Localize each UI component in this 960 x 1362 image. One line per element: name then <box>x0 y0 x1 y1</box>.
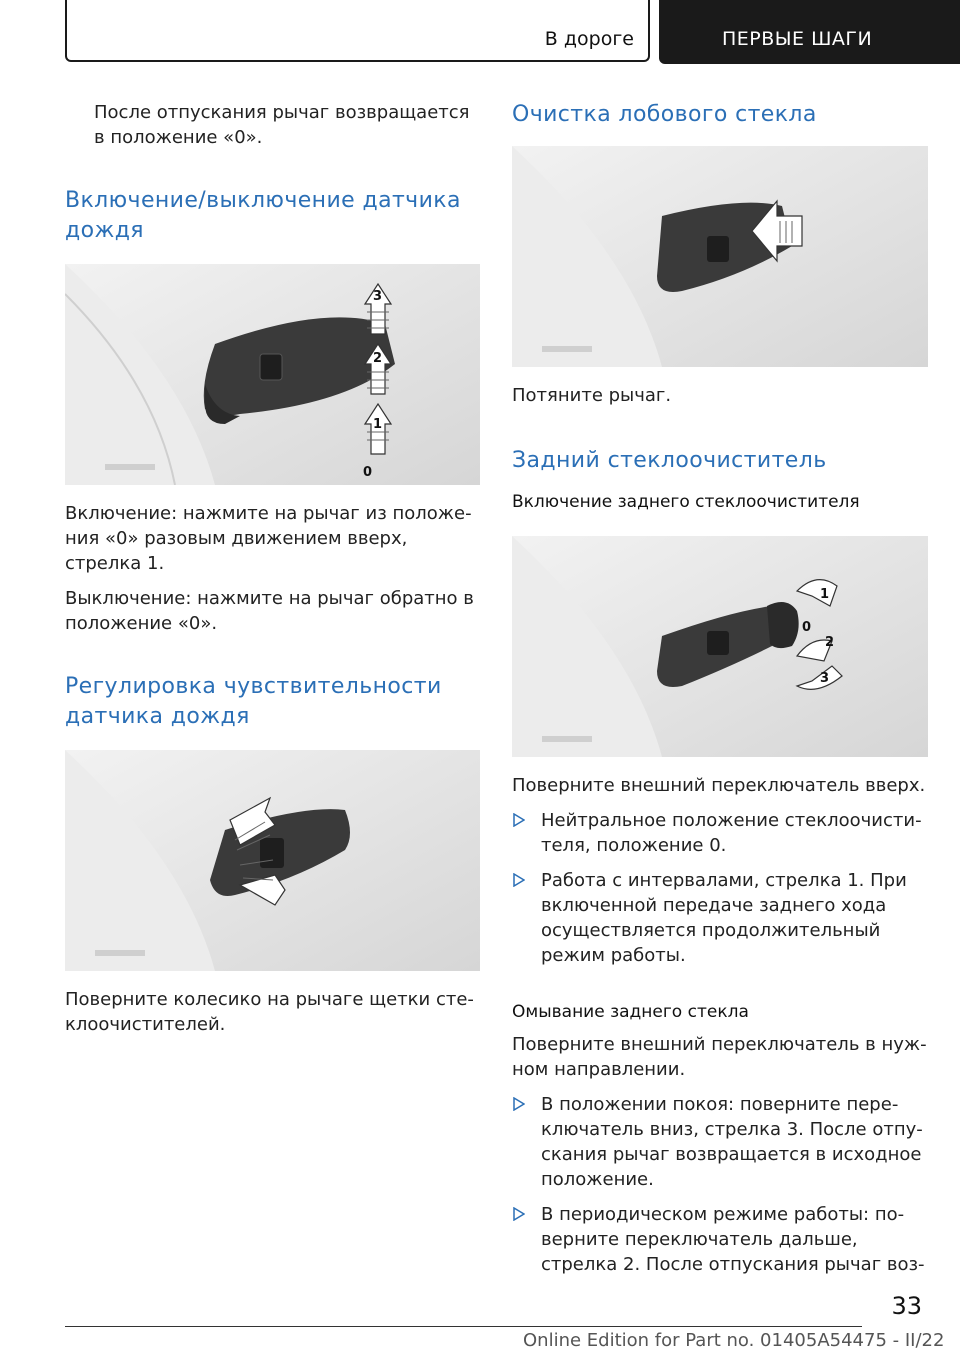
header-section-label: В дороге <box>544 28 634 50</box>
bullet-text: В положении покоя: поверните переключатель вниз, стрелка 3. После отпускания рычаг возвращается в исходное положение. <box>541 1094 923 1190</box>
header-section-tab <box>65 0 650 62</box>
rear-turn-text: Поверните внешний переключатель вверх. <box>512 775 926 796</box>
intro-paragraph: После отпускания рычаг возвращается в положение «0». <box>94 102 470 148</box>
bullet-item <box>512 1202 928 1277</box>
bullet-text: Нейтральное положение стеклоочистителя, положение 0. <box>541 810 922 856</box>
fig-label-3: 3 <box>373 289 383 304</box>
triangle-bullet-icon <box>513 873 525 887</box>
bullet-item <box>512 808 928 858</box>
header-chapter-label: ПЕРВЫЕ ШАГИ <box>722 28 873 50</box>
rain-sensor-on-text: Включение: нажмите на рычаг из положения «0» разовым движением вверх, стрелка 1. <box>65 503 472 574</box>
rear-fig-label-2: 2 <box>825 635 835 650</box>
sensitivity-heading: Регулировка чувствительности датчика дождя <box>65 674 442 729</box>
triangle-bullet-icon <box>513 1097 525 1111</box>
right-column <box>512 100 928 1277</box>
rain-sensor-heading: Включение/выключение датчика дождя <box>65 188 461 243</box>
rear-wiper-figure <box>512 536 928 757</box>
left-column <box>65 100 480 1037</box>
sensitivity-text: Поверните колесико на рычаге щетки стеклоочистителей. <box>65 989 474 1035</box>
sensitivity-illustration <box>65 750 480 971</box>
footer-edition: Online Edition for Part no. 01405A54475 - II/22 <box>523 1330 945 1351</box>
rain-sensor-off-text: Выключение: нажмите на рычаг обратно в положение «0». <box>65 588 474 634</box>
windshield-illustration <box>512 146 928 367</box>
bullet-text: Работа с интервалами, стрелка 1. При включенной передаче заднего хода осуществляется продолжительный режим работы. <box>541 870 907 966</box>
page-number: 33 <box>891 1292 922 1320</box>
fig-label-1: 1 <box>373 417 383 432</box>
washer-subheading: Омывание заднего стекла <box>512 1002 749 1022</box>
washer-text: Поверните внешний переключатель в нужном направлении. <box>512 1034 927 1080</box>
triangle-bullet-icon <box>513 813 525 827</box>
windshield-figure <box>512 146 928 367</box>
rear-wiper-on-subheading: Включение заднего стеклоочистителя <box>512 492 860 512</box>
rain-sensor-illustration <box>65 264 480 485</box>
rear-fig-label-1: 1 <box>820 587 830 602</box>
header-chapter-tab <box>659 0 960 64</box>
rear-fig-label-3: 3 <box>820 671 830 686</box>
rear-wiper-heading: Задний стеклоочиститель <box>512 448 827 473</box>
fig-label-0: 0 <box>363 465 373 480</box>
windshield-heading: Очистка лобового стекла <box>512 102 817 127</box>
triangle-bullet-icon <box>513 1207 525 1221</box>
sensitivity-figure <box>65 750 480 971</box>
fig-label-2: 2 <box>373 351 383 366</box>
rear-fig-label-0: 0 <box>802 620 812 635</box>
bullet-item <box>512 1092 928 1192</box>
bullet-item <box>512 868 928 968</box>
footer-divider <box>65 1326 862 1327</box>
rain-sensor-figure <box>65 264 480 485</box>
bullet-text: В периодическом режиме работы: поверните переключатель дальше, стрелка 2. После отпускания рычаг воз- <box>541 1204 925 1275</box>
rear-wiper-illustration <box>512 536 928 757</box>
windshield-text: Потяните рычаг. <box>512 385 672 406</box>
